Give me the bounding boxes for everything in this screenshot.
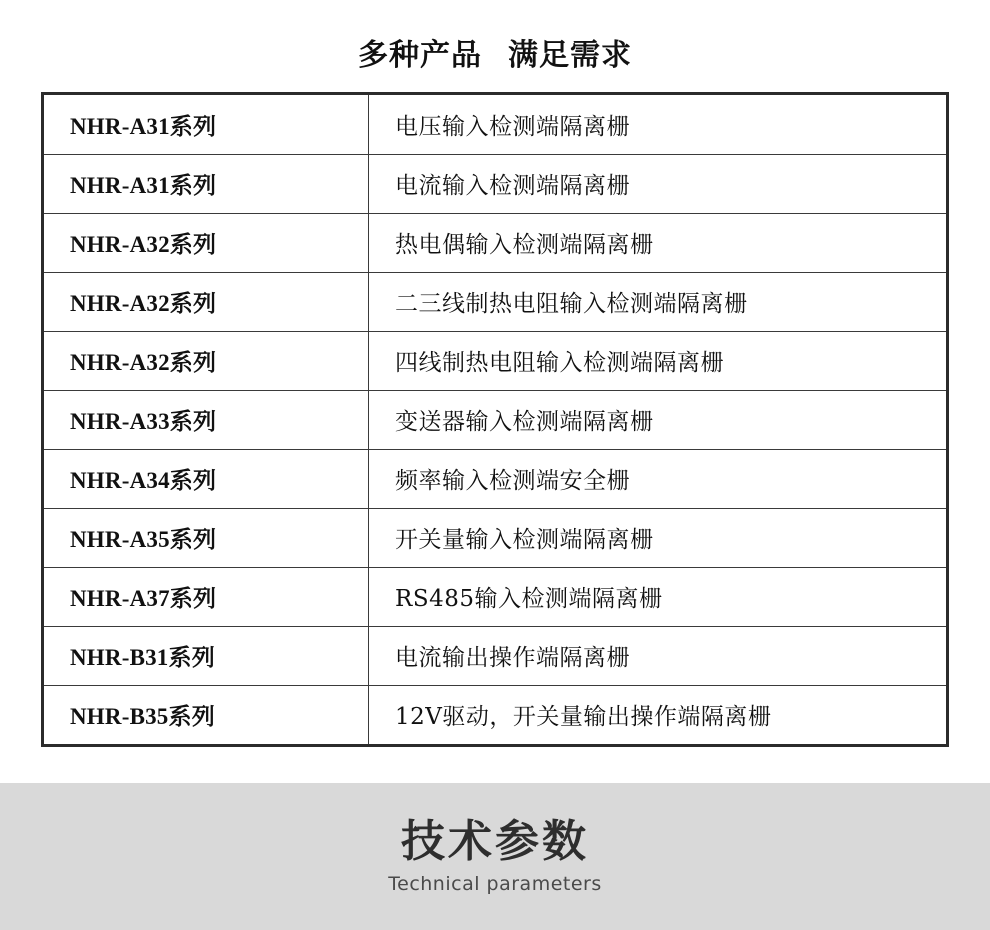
- product-description: 12V驱动，开关量输出操作端隔离栅: [395, 704, 772, 731]
- product-description: 二三线制热电阻输入检测端隔离栅: [369, 272, 947, 331]
- product-description: 开关量输入检测端隔离栅: [369, 508, 947, 567]
- banner-title-cn: 技术参数: [401, 816, 589, 868]
- product-description: 电流输入检测端隔离栅: [369, 154, 947, 213]
- product-description: 变送器输入检测端隔离栅: [369, 390, 947, 449]
- table-row: [44, 390, 946, 449]
- product-table: [44, 95, 946, 744]
- product-description: RS485输入检测端隔离栅: [369, 567, 947, 626]
- product-model: NHR-A31系列: [44, 95, 369, 154]
- product-table-container: [41, 92, 949, 747]
- table-row: [44, 213, 946, 272]
- table-row: [44, 567, 946, 626]
- banner-title-en: Technical parameters: [388, 872, 602, 895]
- technical-parameters-banner: [0, 783, 990, 930]
- product-description: 频率输入检测端安全栅: [369, 449, 947, 508]
- product-model: NHR-A33系列: [44, 390, 369, 449]
- product-model: NHR-B31系列: [44, 626, 369, 685]
- product-model: NHR-A32系列: [44, 272, 369, 331]
- table-row: [44, 95, 946, 154]
- page-title-left: 多种产品: [358, 38, 482, 73]
- table-row: [44, 449, 946, 508]
- section-spacer: [0, 747, 990, 783]
- product-model: NHR-A31系列: [44, 154, 369, 213]
- table-row: [44, 154, 946, 213]
- table-row: [44, 685, 946, 744]
- product-model: NHR-A37系列: [44, 567, 369, 626]
- page-title-right: 满足需求: [508, 38, 632, 73]
- page-title: [0, 0, 990, 92]
- product-description: 四线制热电阻输入检测端隔离栅: [369, 331, 947, 390]
- product-description: 热电偶输入检测端隔离栅: [369, 213, 947, 272]
- product-table-body: [44, 95, 946, 744]
- product-description: 电压输入检测端隔离栅: [369, 95, 947, 154]
- table-row: [44, 331, 946, 390]
- table-row: [44, 508, 946, 567]
- product-model: NHR-A35系列: [44, 508, 369, 567]
- product-model: NHR-A34系列: [44, 449, 369, 508]
- table-row: [44, 626, 946, 685]
- product-description: 电流输出操作端隔离栅: [369, 626, 947, 685]
- product-model: NHR-A32系列: [44, 213, 369, 272]
- product-model: NHR-A32系列: [44, 331, 369, 390]
- product-model: NHR-B35系列: [44, 685, 369, 744]
- table-row: [44, 272, 946, 331]
